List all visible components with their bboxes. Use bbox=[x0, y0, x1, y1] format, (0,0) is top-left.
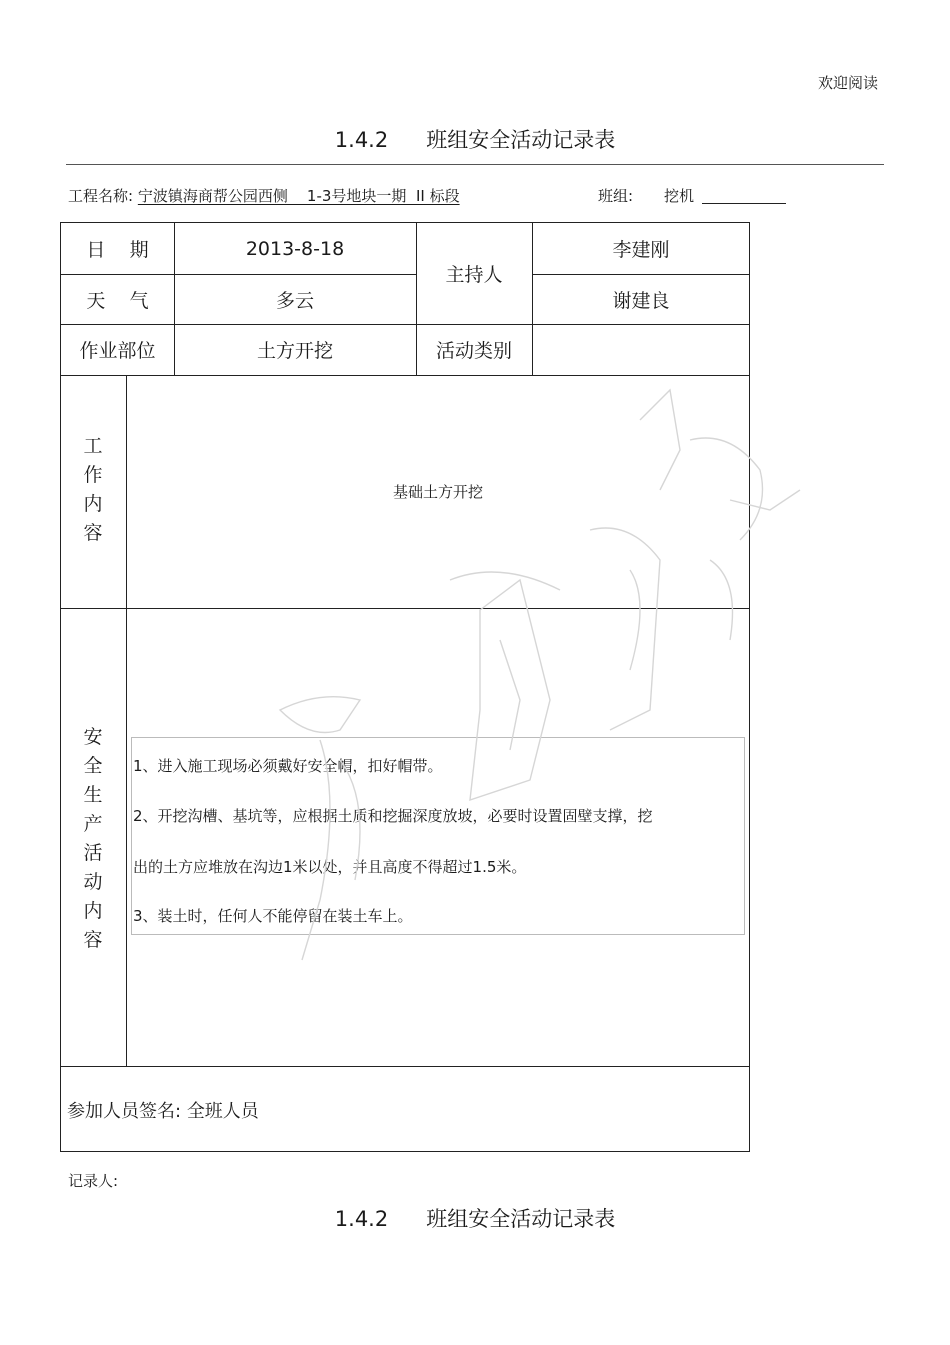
host-name-1: 李建刚 bbox=[612, 239, 670, 261]
project-value: 宁波镇海商帮公园西侧 1-3号地块一期 II 标段 bbox=[137, 187, 460, 205]
team-label: 班组: bbox=[598, 187, 634, 205]
title-rule bbox=[66, 164, 884, 165]
next-page-title bbox=[0, 1203, 950, 1233]
host-name-2: 谢建良 bbox=[612, 289, 670, 312]
recorder-label: 记录人: bbox=[68, 1172, 119, 1190]
title-number: 1.4.2 bbox=[334, 1207, 389, 1231]
safety-item: 1、进入施工现场必须戴好安全帽，扣好帽带。 bbox=[133, 757, 443, 775]
host-label: 主持人 bbox=[445, 264, 503, 286]
page-title bbox=[0, 124, 950, 154]
team-value: 挖机 bbox=[664, 187, 695, 205]
location-value: 土方开挖 bbox=[256, 340, 333, 362]
safety-label: 安 全 生 产 活 动 内 容 bbox=[83, 726, 103, 951]
header-note: 欢迎阅读 bbox=[817, 74, 878, 92]
sign-label: 参加人员签名: bbox=[67, 1101, 182, 1122]
title-text: 班组安全活动记录表 bbox=[426, 1207, 616, 1231]
title-number: 1.4.2 bbox=[334, 128, 389, 152]
activity-type-value bbox=[532, 324, 750, 375]
safety-item: 出的土方应堆放在沟边1米以处，并且高度不得超过1.5米。 bbox=[133, 858, 527, 876]
weather-label: 天 气 bbox=[86, 289, 149, 312]
title-text: 班组安全活动记录表 bbox=[426, 128, 616, 152]
weather-value: 多云 bbox=[275, 289, 314, 312]
activity-type-label: 活动类别 bbox=[435, 340, 512, 362]
work-value: 基础土方开挖 bbox=[392, 483, 483, 501]
project-label: 工程名称: bbox=[68, 187, 134, 205]
location-label: 作业部位 bbox=[79, 340, 156, 362]
date-value: 2013-8-18 bbox=[245, 237, 345, 260]
grid-line bbox=[61, 1066, 750, 1067]
safety-item: 3、装土时，任何人不能停留在装土车上。 bbox=[133, 907, 413, 925]
team-underline bbox=[702, 203, 786, 204]
sign-value: 全班人员 bbox=[186, 1101, 259, 1122]
record-form bbox=[60, 222, 750, 1152]
safety-item: 2、开挖沟槽、基坑等，应根据土质和挖掘深度放坡，必要时设置固壁支撑，挖 bbox=[133, 807, 653, 825]
date-label: 日 期 bbox=[86, 239, 149, 261]
grid-line bbox=[61, 608, 750, 609]
sign-line bbox=[67, 1097, 259, 1123]
work-label: 工 作 内 容 bbox=[83, 435, 103, 544]
project-line bbox=[68, 185, 460, 206]
